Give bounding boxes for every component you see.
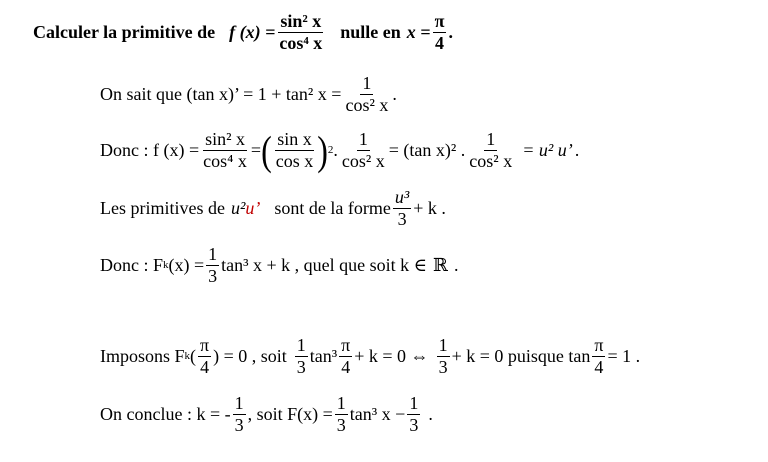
condition-frac-2 <box>295 336 308 377</box>
title-fraction <box>277 12 324 53</box>
rewrite-frac-2 <box>274 130 316 171</box>
primitive-form-text: Les primitives de <box>100 197 225 218</box>
conclusion-line <box>100 394 433 435</box>
condition-open: ( <box>190 345 197 366</box>
rewrite-eq: = <box>250 139 262 160</box>
conclusion-frac-1 <box>233 394 246 435</box>
primitive-form-mid: sont de la forme <box>274 197 391 218</box>
right-paren: ) <box>317 126 328 174</box>
condition-lead: Imposons F <box>100 345 185 366</box>
conclusion-end: . <box>428 403 433 424</box>
derivative-line <box>100 74 397 115</box>
condition-tan: tan³ <box>309 345 338 366</box>
real-numbers-symbol: ℝ <box>433 254 448 276</box>
derivative-den: cos² x <box>345 94 389 115</box>
rewrite-exponent: 2 <box>327 144 334 157</box>
derivative-fraction <box>343 74 390 115</box>
title-prefix: Calculer la primitive de <box>33 21 216 42</box>
rewrite-line <box>100 126 580 174</box>
condition-mid: + k = 0 puisque tan <box>451 345 591 366</box>
rewrite-frac-1 <box>201 130 249 171</box>
condition-frac-1-num: π <box>200 335 210 355</box>
general-mid: (x) = <box>168 254 205 275</box>
general-num: 1 <box>208 244 218 264</box>
title-four: 4 <box>435 32 444 53</box>
primitive-form-fraction <box>393 188 411 229</box>
title-fx: f (x) = <box>229 21 276 42</box>
primitive-form-uprime: u’ <box>245 197 261 218</box>
derivative-num: 1 <box>362 73 372 93</box>
rewrite-frac-4-den: cos² x <box>469 150 513 171</box>
general-after: tan³ x + k , quel que soit k ∈ <box>221 254 427 275</box>
derivative-end: . <box>392 83 397 104</box>
condition-frac-2-den: 3 <box>296 356 306 377</box>
condition-line <box>100 336 640 377</box>
condition-frac-3-num: π <box>341 335 351 355</box>
derivative-text: On sait que (tan x)’ = 1 + tan² x = <box>100 83 342 104</box>
rewrite-frac-3-den: cos² x <box>341 150 385 171</box>
primitive-form-den: 3 <box>397 208 407 229</box>
title-fraction-num: sin² x <box>280 11 322 31</box>
title-end: . <box>448 21 453 42</box>
rewrite-lead: Donc : f (x) = <box>100 139 200 160</box>
condition-end: = 1 . <box>607 345 641 366</box>
title-mid: nulle en <box>340 21 401 42</box>
conclusion-frac-3-den: 3 <box>409 414 419 435</box>
condition-frac-3 <box>339 336 352 377</box>
condition-frac-5-den: 4 <box>594 356 604 377</box>
rewrite-frac-4-num: 1 <box>486 129 496 149</box>
conclusion-frac-2-den: 3 <box>336 414 346 435</box>
conclusion-lead: On conclue : k = - <box>100 403 231 424</box>
conclusion-frac-2 <box>335 394 348 435</box>
condition-frac-2-num: 1 <box>296 335 306 355</box>
conclusion-mid: , soit F(x) = <box>247 403 333 424</box>
conclusion-frac-3-num: 1 <box>409 393 419 413</box>
general-end: . <box>453 254 459 275</box>
condition-close: ) = 0 , soit <box>213 345 287 366</box>
rewrite-dot: . <box>333 139 338 160</box>
general-sub: k <box>163 259 169 272</box>
general-lead: Donc : F <box>100 254 163 275</box>
exercise-title <box>33 12 453 53</box>
conclusion-frac-2-num: 1 <box>336 393 346 413</box>
condition-frac-5 <box>592 336 605 377</box>
conclusion-frac-1-num: 1 <box>234 393 244 413</box>
title-pi: π <box>434 11 445 31</box>
primitive-form-end: + k . <box>413 197 446 218</box>
condition-frac-1-den: 4 <box>200 356 210 377</box>
rewrite-frac-2-den: cos x <box>275 150 314 171</box>
rewrite-frac-1-den: cos⁴ x <box>203 150 247 171</box>
rewrite-frac-3-num: 1 <box>358 129 368 149</box>
rewrite-tail: = u² u’ . <box>522 139 580 160</box>
condition-frac-1 <box>198 336 211 377</box>
general-den: 3 <box>208 265 218 286</box>
condition-frac-4-den: 3 <box>438 356 448 377</box>
title-fraction-den: cos⁴ x <box>279 32 323 53</box>
condition-frac-4-num: 1 <box>438 335 448 355</box>
general-fraction <box>206 245 219 286</box>
general-primitive-line <box>100 245 458 286</box>
rewrite-frac-4 <box>467 130 514 171</box>
condition-equiv: + k = 0 ⇔ <box>354 345 429 366</box>
title-pi-over-four <box>433 12 447 53</box>
conclusion-frac-1-den: 3 <box>234 414 244 435</box>
title-xeq: x = <box>406 21 431 42</box>
rewrite-mid: = (tan x)² . <box>388 139 466 160</box>
condition-frac-5-num: π <box>594 335 604 355</box>
primitive-form-line <box>100 188 446 229</box>
conclusion-frac-3 <box>407 394 420 435</box>
rewrite-frac-1-num: sin² x <box>205 129 245 149</box>
primitive-form-u2: u² <box>230 197 246 218</box>
condition-sub: k <box>184 350 191 363</box>
rewrite-frac-3 <box>340 130 387 171</box>
conclusion-tan: tan³ x − <box>349 403 406 424</box>
condition-frac-3-den: 4 <box>341 356 351 377</box>
rewrite-frac-2-num: sin x <box>277 129 312 149</box>
condition-frac-4 <box>437 336 450 377</box>
left-paren: ( <box>261 126 272 174</box>
primitive-form-num: u³ <box>394 187 410 207</box>
